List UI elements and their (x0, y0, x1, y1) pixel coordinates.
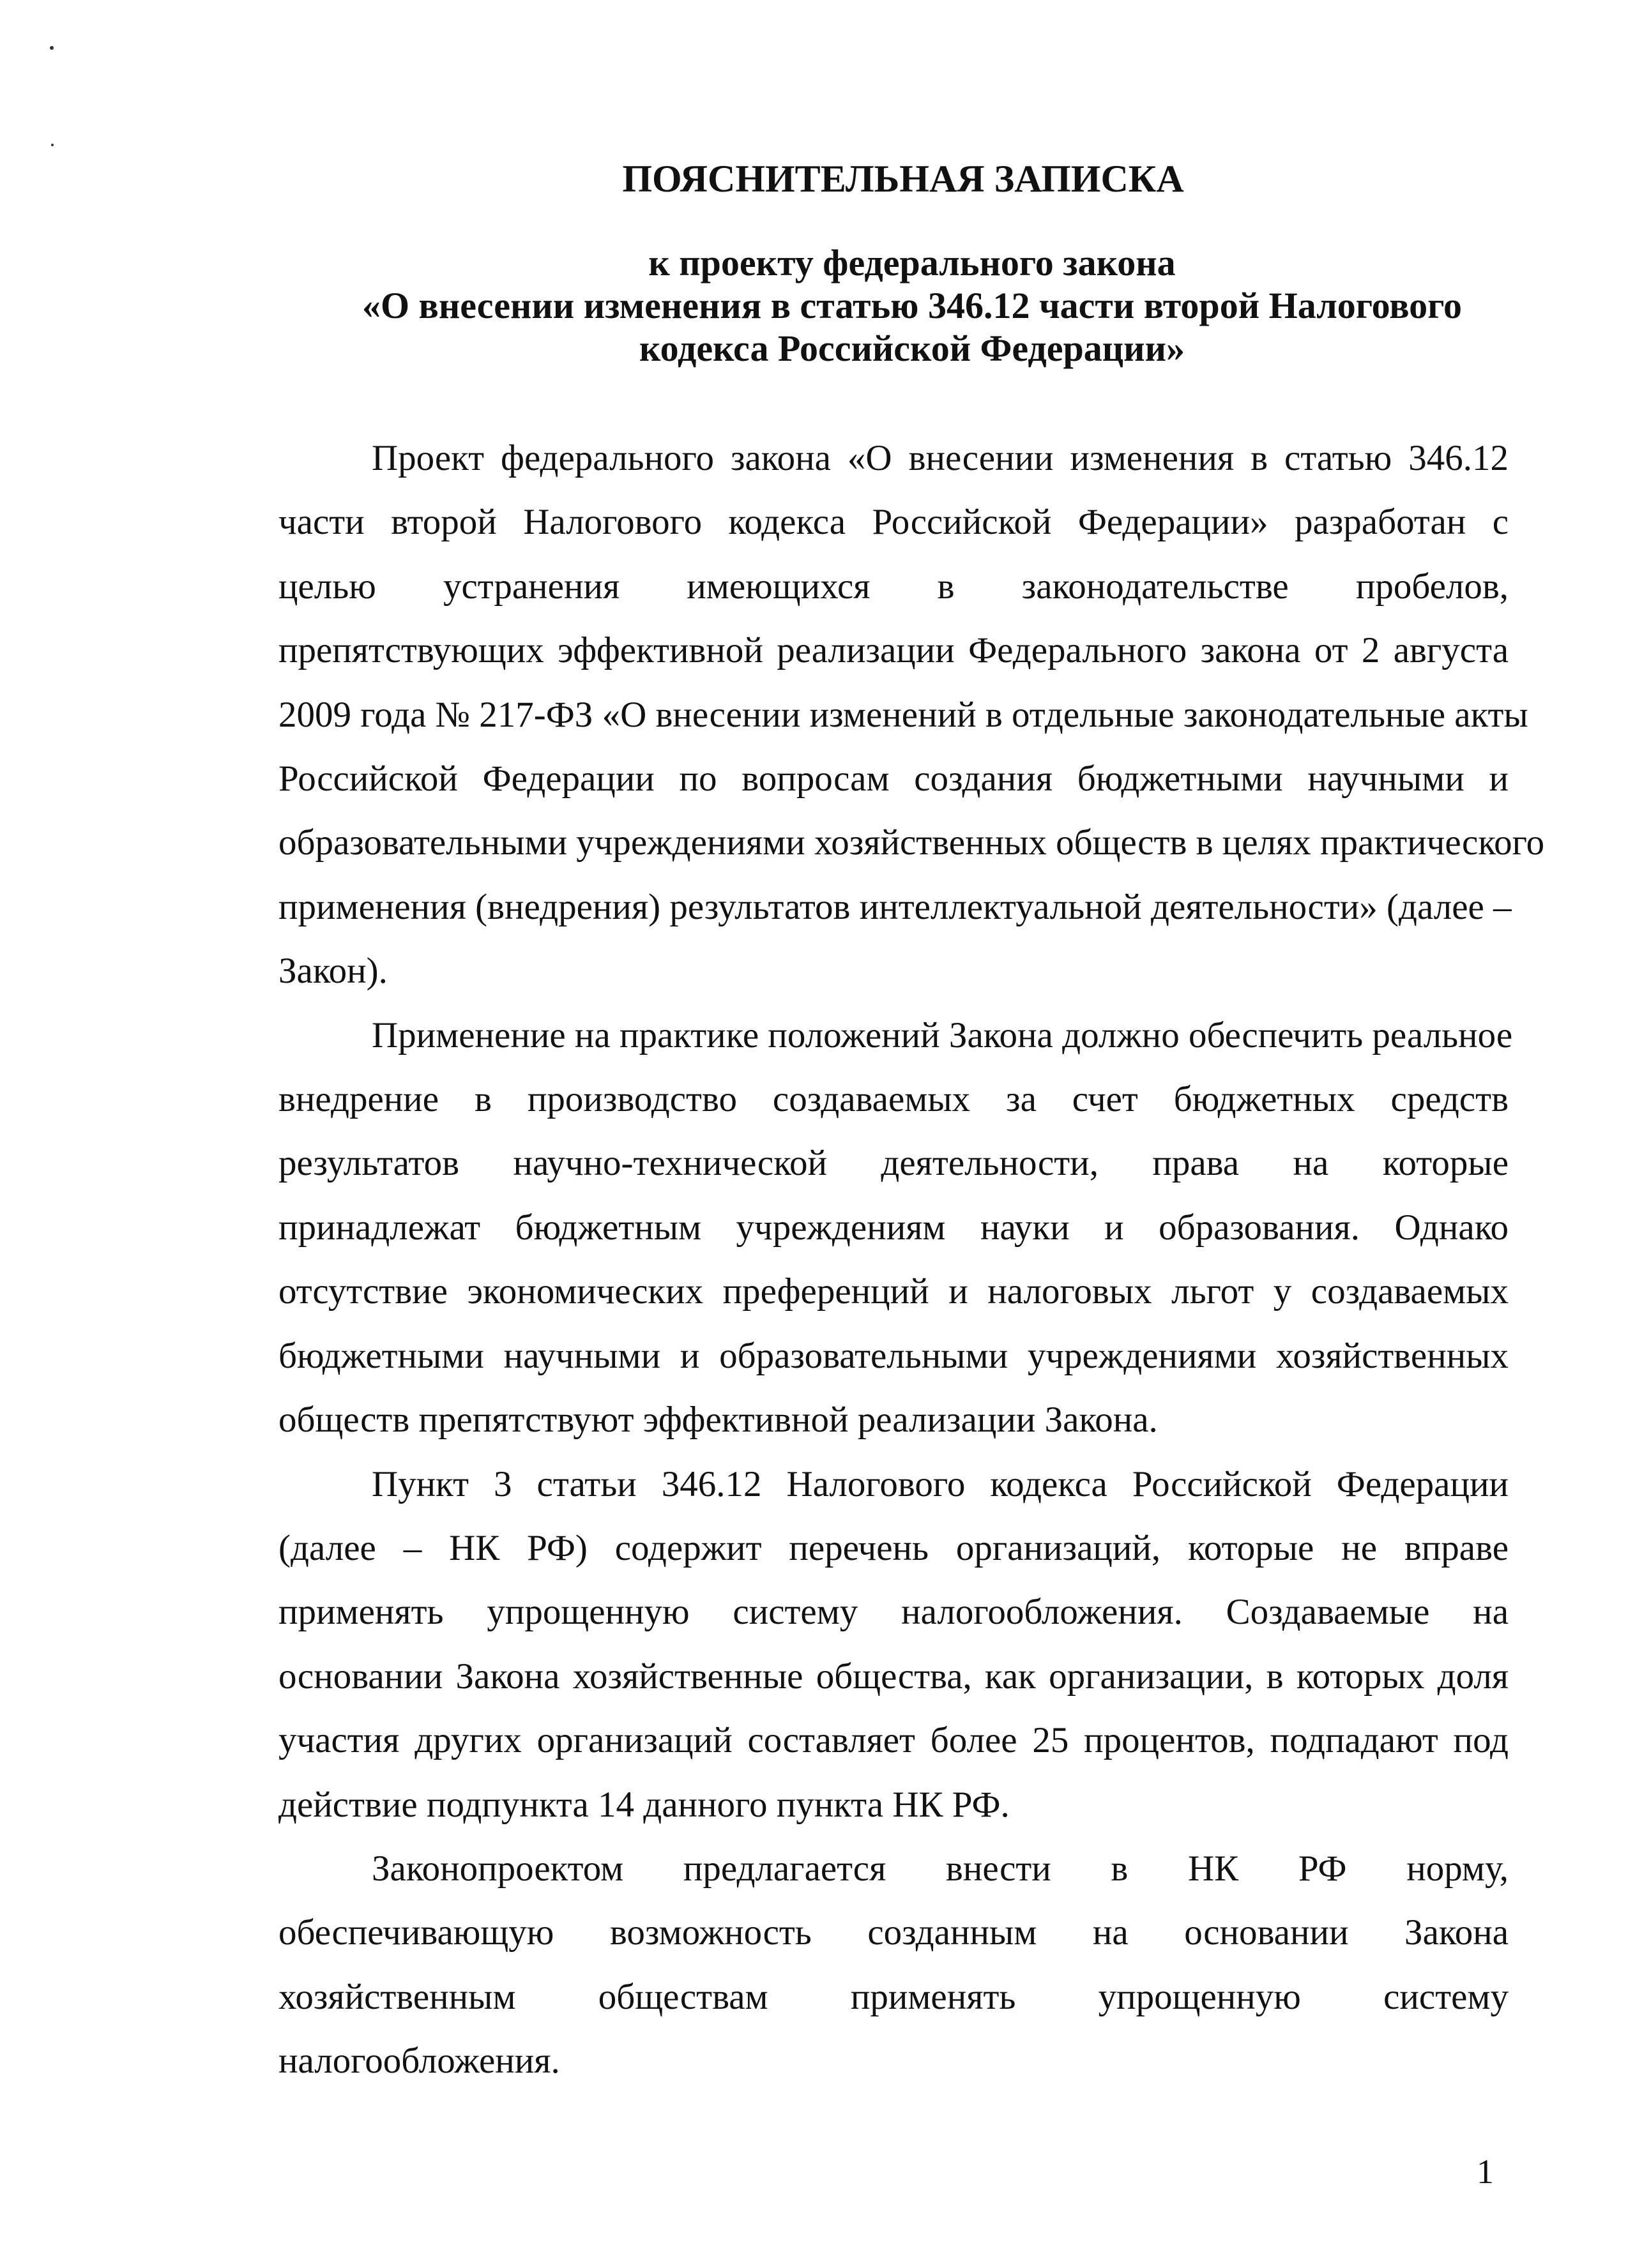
paragraph (278, 1837, 1509, 2094)
paragraph-line: 2009 года № 217-ФЗ «О внесении изменений в отдельные законодательные акты (278, 694, 1528, 735)
paragraph-line: отсутствие экономических преференций и налоговых льгот у создаваемых (278, 1271, 1509, 1312)
paragraph (278, 1004, 1513, 1453)
paragraph-line: Применение на практике положений Закона должно обеспечить реальное (372, 1015, 1513, 1055)
scan-mark (50, 46, 54, 50)
paragraph-line: обеспечивающую возможность созданным на основании Закона (278, 1912, 1509, 1953)
page-number: 1 (1477, 2152, 1494, 2191)
paragraph-line: Пункт 3 статьи 346.12 Налогового кодекса Российской Федерации (372, 1463, 1509, 1504)
paragraph-line: препятствующих эффективной реализации Федерального закона от 2 августа (278, 630, 1509, 671)
paragraph-line: целью устранения имеющихся в законодательстве пробелов, (278, 566, 1509, 607)
paragraph-line: внедрение в производство создаваемых за счет бюджетных средств (278, 1079, 1509, 1120)
scan-mark (51, 144, 54, 146)
paragraph-line: налогообложения. (278, 2041, 560, 2082)
paragraph-line: действие подпункта 14 данного пункта НК РФ. (278, 1784, 1010, 1825)
subtitle-line: «О внесении изменения в статью 346.12 части второй Налогового (361, 285, 1463, 326)
subtitle-line: к проекту федерального закона (648, 242, 1176, 284)
paragraph-line: (далее – НК РФ) содержит перечень организаций, которые не вправе (278, 1527, 1509, 1568)
paragraph-line: применять упрощенную систему налогообложения. Создаваемые на (278, 1592, 1509, 1633)
paragraph-line: Законопроектом предлагается внести в НК РФ норму, (372, 1848, 1509, 1889)
paragraph-line: бюджетными научными и образовательными учреждениями хозяйственных (278, 1335, 1509, 1376)
paragraph (278, 1453, 1509, 1837)
paragraph-line: основании Закона хозяйственные общества, как организации, в которых доля (278, 1656, 1509, 1697)
paragraph-line: результатов научно-технической деятельности, права на которые (278, 1143, 1509, 1184)
paragraph (278, 427, 1545, 1004)
paragraph-line: образовательными учреждениями хозяйственных обществ в целях практического (278, 822, 1545, 863)
document-subtitle (280, 241, 1544, 370)
document-body (278, 427, 1545, 2094)
paragraph-line: участия других организаций составляет более 25 процентов, подпадают под (278, 1720, 1509, 1761)
paragraph-line: хозяйственным обществам применять упрощенную систему (278, 1976, 1509, 2017)
paragraph-line: Проект федерального закона «О внесении изменения в статью 346.12 (372, 438, 1509, 478)
paragraph-line: применения (внедрения) результатов интеллектуальной деятельности» (далее – (278, 886, 1512, 927)
paragraph-line: Закон). (278, 951, 388, 992)
paragraph-line: принадлежат бюджетным учреждениям науки и образования. Однако (278, 1207, 1509, 1248)
paragraph-line: Российской Федерации по вопросам создания бюджетными научными и (278, 759, 1509, 799)
subtitle-line: кодекса Российской Федерации» (639, 328, 1185, 369)
paragraph-line: обществ препятствуют эффективной реализации Закона. (278, 1400, 1158, 1440)
paragraph-line: части второй Налогового кодекса Российской Федерации» разработан с (278, 502, 1509, 543)
page-title: ПОЯСНИТЕЛЬНАЯ ЗАПИСКА (622, 158, 1184, 200)
